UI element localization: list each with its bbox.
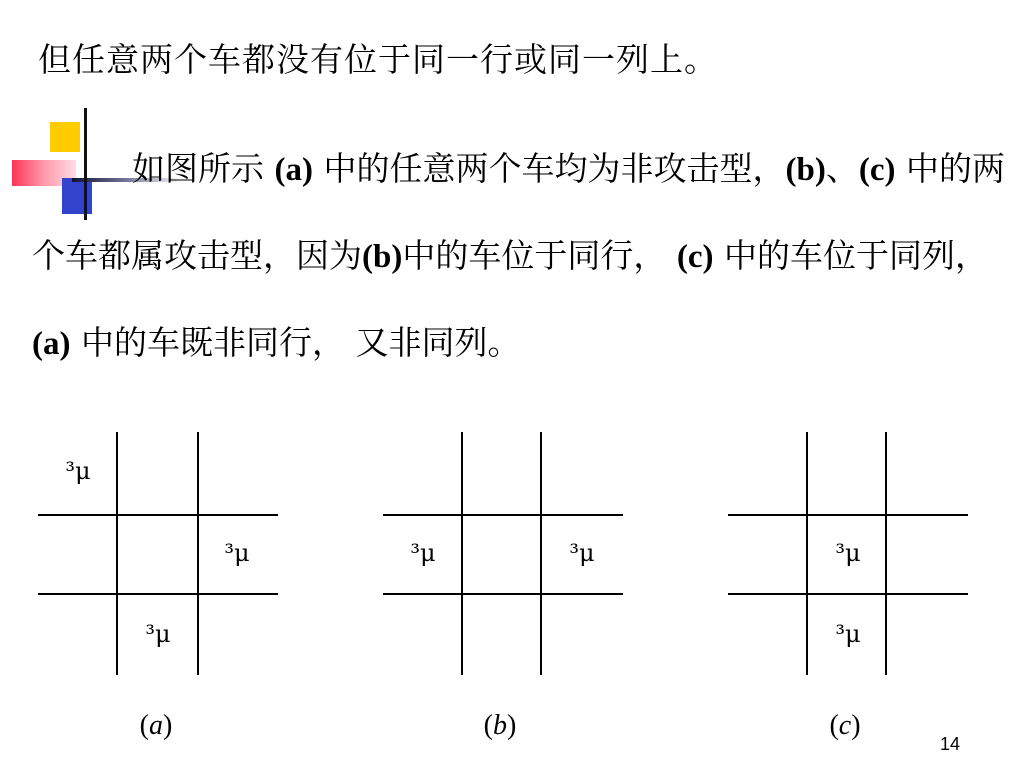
rook-piece: ³μ [835, 539, 861, 567]
rook-piece: ³μ [145, 620, 171, 648]
para-text: 中的两个车都属攻击型，因为 [32, 149, 1005, 275]
board-b [383, 432, 623, 675]
para-text: 中的车既非同行， 又非同列。 [70, 323, 521, 362]
para-text: 中的车位于同行， [402, 236, 677, 275]
grid-line [116, 432, 118, 675]
para-text: 如图所示 [132, 149, 275, 188]
para-text: 中的任意两个车均为非攻击型， [312, 149, 786, 188]
rook-piece: ³μ [835, 620, 861, 648]
label-a: (a) [32, 326, 71, 362]
page-number: 14 [940, 734, 961, 754]
grid-line [461, 432, 463, 675]
label-b: (b) [785, 152, 826, 188]
board-c [728, 432, 968, 675]
grid-line [728, 514, 968, 516]
grid-line [383, 593, 623, 595]
grid-line [38, 593, 278, 595]
grid-line [383, 514, 623, 516]
para-text: 中的车位于同列， [713, 236, 988, 275]
caption-a: (a) [139, 710, 173, 741]
caption-b: (b) [483, 710, 517, 741]
grid-line [885, 432, 887, 675]
grid-line [197, 432, 199, 675]
label-c: (c) [676, 239, 714, 275]
caption-c: (c) [829, 710, 861, 741]
label-b: (b) [362, 239, 403, 275]
rook-piece: ³μ [569, 539, 595, 567]
explanation-paragraph [32, 126, 1007, 387]
grid-line [540, 432, 542, 675]
grid-line [806, 432, 808, 675]
intro-line: 但任意两个车都没有位于同一行或同一列上。 [38, 40, 718, 79]
rook-piece: ³μ [410, 539, 436, 567]
para-text: 、 [825, 149, 859, 188]
rook-piece: ³μ [65, 457, 91, 485]
grid-line [728, 593, 968, 595]
rook-piece: ³μ [224, 539, 250, 567]
grid-line [38, 514, 278, 516]
label-c: (c) [858, 152, 896, 188]
label-a: (a) [274, 152, 313, 188]
board-a [38, 432, 278, 675]
